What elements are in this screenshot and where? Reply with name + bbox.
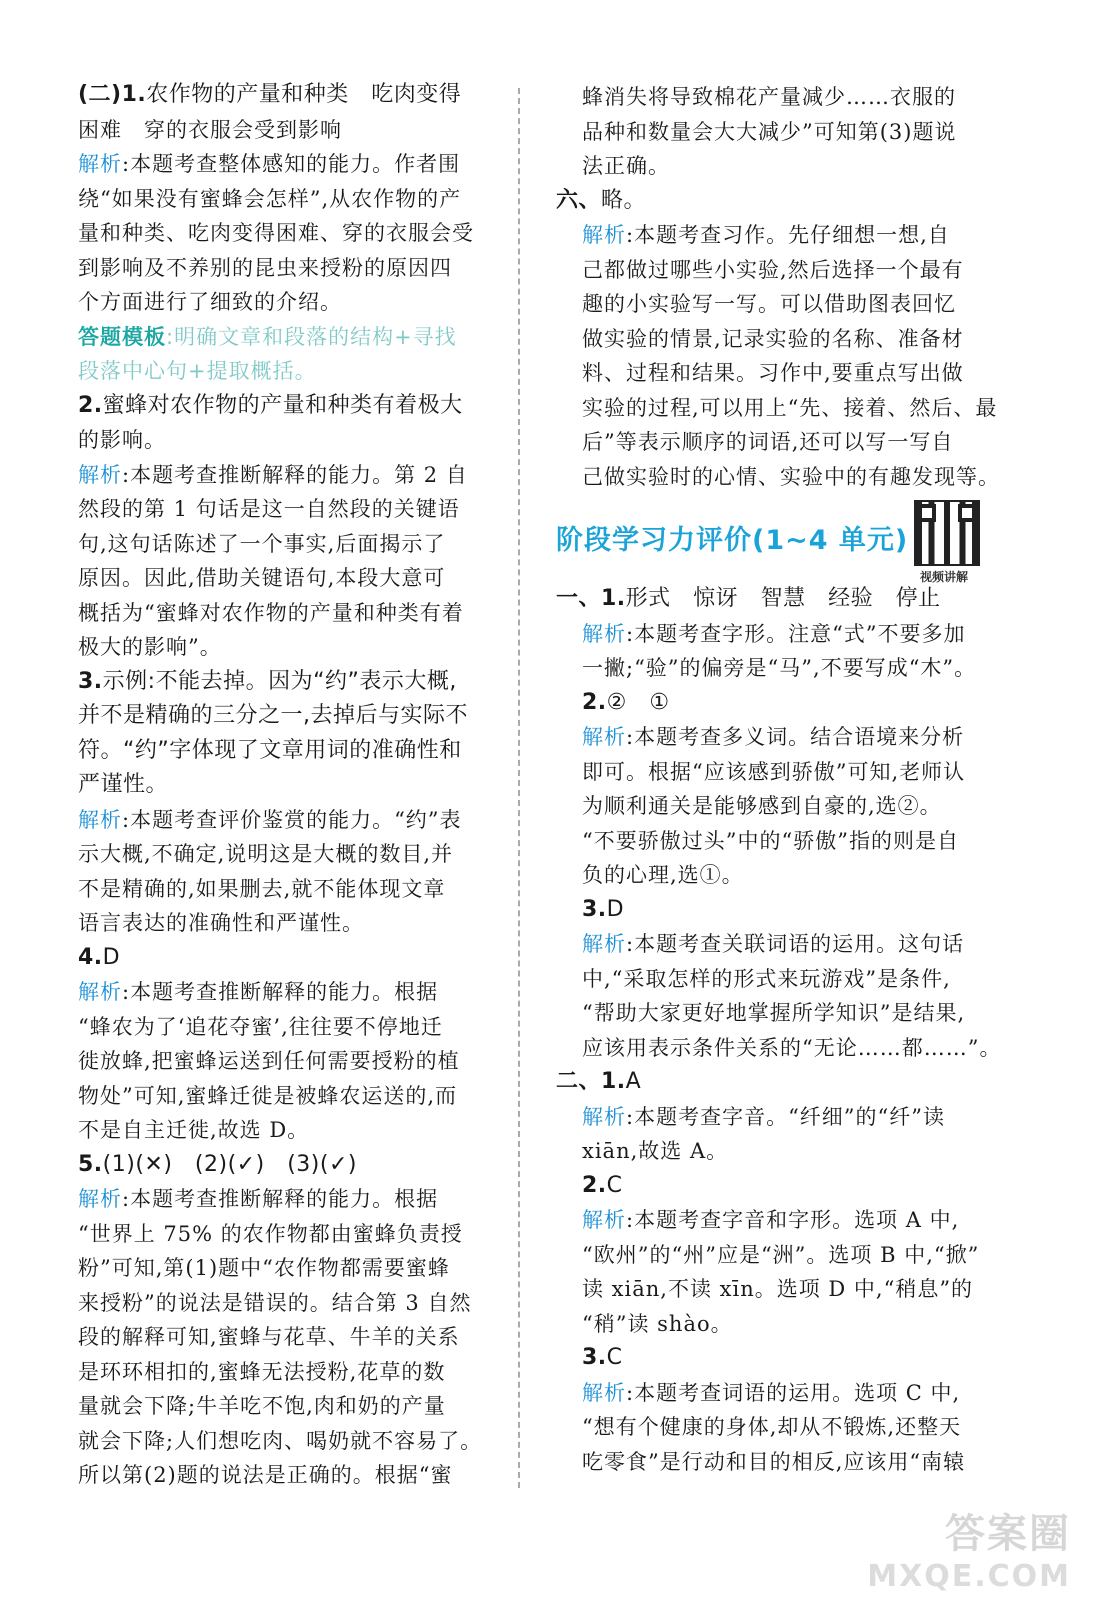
text-line [556,720,1001,755]
text-line [556,115,1001,150]
line-text: 蜂消失将导致棉花产量减少……衣服的 [582,85,956,109]
template-tag: 答题模板 [78,324,166,349]
line-text: 原因。因此,借助关键语句,本段大意可 [78,566,446,590]
line-text: :本题考查评价鉴赏的能力。“约”表 [122,807,462,832]
text-line [78,1389,498,1424]
line-text: 量和种类、吃肉变得困难、穿的衣服会受 [78,221,474,245]
line-text: “欧州”的“州”应是“洲”。选项 B 中,“掀” [582,1242,980,1267]
text-line [556,1307,1001,1342]
text-line [556,1134,1001,1169]
question-number: (二)1. [78,82,147,107]
text-line [78,1079,498,1114]
text-line [78,147,498,182]
question-number: 2. [582,689,607,715]
line-text: 的影响。 [78,428,166,452]
right-bottom-block [556,582,1001,1479]
analysis-tag: 解析 [582,1380,626,1405]
line-text: “稍”读 shào。 [582,1311,733,1336]
text-line [78,906,498,941]
line-text: 就会下降;人们想吃肉、喝奶就不容易了。 [78,1428,483,1453]
text-line [556,425,1001,460]
text-line [556,149,1001,184]
line-text: 一撇;“验”的偏旁是“马”,不要写成“木”。 [582,656,977,680]
column-divider [518,88,520,1488]
text-line [556,1410,1001,1445]
text-line [78,561,498,596]
text-line [78,630,498,665]
text-line [556,253,1001,288]
line-text: 到影响及不养别的昆虫来授粉的原因四 [78,255,452,280]
line-text: 不是精确的,如果删去,就不能体现文章 [78,876,446,901]
line-text: 严谨性。 [78,772,169,797]
line-text: 所以第(2)题的说法是正确的。根据“蜜 [78,1463,453,1487]
line-text: 农作物的产量和种类 吃肉变得 [146,82,462,107]
text-line [556,1341,1001,1376]
text-line [556,1031,1001,1066]
text-line [556,391,1001,426]
line-text: :本题考查整体感知的能力。作者围 [122,152,461,176]
line-text: 来授粉”的说法是错误的。结合第 3 自然 [78,1290,472,1315]
line-text: 做实验的情景,记录实验的名称、准备材 [582,326,964,351]
text-line [78,1148,498,1183]
qr-label: 视频讲解 [920,570,969,584]
text-line [556,996,1001,1031]
text-line [78,1320,498,1355]
text-line [556,582,1001,617]
text-line [78,1217,498,1252]
line-text: 段的解释可知,蜜蜂与花草、牛羊的关系 [78,1325,460,1349]
line-text: 句,这句话陈述了一个事实,后面揭示了 [78,531,446,556]
line-text: 蜜蜂对农作物的产量和种类有着极大 [102,392,463,418]
analysis-tag: 解析 [582,725,626,749]
text-line [556,927,1001,962]
qr-code-icon[interactable] [914,500,980,566]
line-text: ② ① [606,689,670,715]
text-line [556,686,1001,721]
text-line [78,458,498,493]
text-line [78,492,498,527]
line-text: D [102,944,121,970]
line-text: “想有个健康的身体,却从不锻炼,还整天 [582,1415,962,1439]
question-number: 3. [582,896,607,922]
text-line [556,322,1001,357]
line-text: D [606,896,625,922]
line-text: 语言表达的准确性和严谨性。 [78,911,364,935]
analysis-tag: 解析 [78,980,122,1004]
line-text: A [625,1069,642,1094]
text-line [78,389,498,424]
line-text: 极大的影响”。 [78,635,222,659]
text-line [78,1044,498,1079]
line-text: “帮助大家更好地掌握所学知识”是结果, [582,1001,966,1025]
line-text: 中,“采取怎样的形式来玩游戏”是条件, [582,966,951,991]
analysis-tag: 解析 [582,932,626,956]
analysis-tag: 解析 [582,621,626,646]
line-text: :本题考查字音。“纤细”的“纤”读 [626,1104,946,1129]
text-line [78,78,498,113]
line-text: “蜂农为了‘追花夺蜜’,往往要不停地迁 [78,1014,443,1039]
text-line [78,1355,498,1390]
analysis-tag: 解析 [582,223,626,247]
text-line [556,1445,1001,1480]
text-line [78,941,498,976]
line-text: 略。 [601,187,647,213]
text-line [78,251,498,286]
text-line [78,354,498,389]
text-line [78,699,498,734]
line-text: :本题考查习作。先仔细想一想,自 [626,223,950,247]
text-line [78,1113,498,1148]
text-line [556,287,1001,322]
text-line [78,1182,498,1217]
line-text: 趣的小实验写一写。可以借助图表回忆 [582,292,956,316]
right-column [556,80,1001,1479]
watermark-logo-text: 答案圈 [945,1511,1071,1557]
line-text: 负的心理,选①。 [582,863,744,887]
text-line [78,1458,498,1493]
text-line [78,1251,498,1286]
text-line [556,858,1001,893]
line-text: :本题考查词语的运用。选项 C 中, [626,1380,961,1405]
text-line [78,527,498,562]
analysis-tag: 解析 [582,1104,626,1129]
analysis-tag: 解析 [78,807,122,832]
line-text: :明确文章和段落的结构+寻找 [166,324,457,349]
text-line [556,893,1001,928]
text-line [556,651,1001,686]
analysis-tag: 解析 [582,1208,626,1232]
line-text: xiān,故选 A。 [582,1139,729,1163]
text-line [78,285,498,320]
text-line [556,356,1001,391]
line-text: (1)(✕) (2)(✓) (3)(✓) [102,1151,357,1177]
text-line [556,1100,1001,1135]
text-line [78,113,498,148]
line-text: 形式 惊讶 智慧 经验 停止 [625,586,941,611]
line-text: :本题考查推断解释的能力。第 2 自 [122,462,468,487]
line-text: :本题考查关联词语的运用。这句话 [626,932,965,956]
line-text: :本题考查字形。注意“式”不要多加 [626,621,966,646]
question-number: 2. [582,1172,607,1198]
line-text: 并不是精确的三分之一,去掉后与实际不 [78,703,468,728]
text-line [78,734,498,769]
text-line [78,320,498,355]
line-text: 己都做过哪些小实验,然后选择一个最有 [582,257,964,282]
line-text: 示例:不能去掉。因为“约”表示大概, [102,668,457,694]
line-text: 物处”可知,蜜蜂迁徙是被蜂农运送的,而 [78,1083,458,1108]
line-text: 即可。根据“应该感到骄傲”可知,老师认 [582,759,966,784]
question-number: 六、 [556,187,602,213]
watermark [867,1502,1071,1594]
right-top-block [556,80,1001,494]
left-column [78,78,498,1493]
text-line [556,460,1001,495]
line-text: 困难 穿的衣服会受到影响 [78,117,342,142]
line-text: 为顺利通关是能够感到自豪的,选②。 [582,794,942,818]
text-line [78,665,498,700]
line-text: 不是自主迁徙,故选 D。 [78,1118,310,1142]
line-text: :本题考查多义词。结合语境来分析 [626,725,965,749]
text-line [556,80,1001,115]
text-line [78,1424,498,1459]
text-line [78,423,498,458]
line-text: 实验的过程,可以用上“先、接着、然后、最 [582,395,998,420]
text-line [556,1272,1001,1307]
line-text: “世界上 75% 的农作物都由蜜蜂负责授 [78,1221,463,1246]
line-text: 吃零食”是行动和目的相反,应该用“南辕 [582,1449,966,1474]
question-number: 一、1. [556,586,626,611]
section-header [556,500,1001,584]
text-line [556,824,1001,859]
line-text: 然段的第 1 句话是这一自然段的关键语 [78,497,460,521]
text-line [556,1203,1001,1238]
line-text: 后”等表示顺序的词语,还可以写一写自 [582,430,954,454]
line-text: 读 xiān,不读 xīn。选项 D 中,“稍息”的 [582,1277,974,1301]
line-text: C [606,1345,623,1370]
line-text: 是环环相扣的,蜜蜂无法授粉,花草的数 [78,1359,446,1384]
question-number: 5. [78,1151,103,1177]
text-line [556,218,1001,253]
analysis-tag: 解析 [78,462,122,487]
question-number: 3. [582,1345,607,1370]
question-number: 4. [78,944,103,970]
line-text: 己做实验时的心情、实验中的有趣发现等。 [582,464,1000,489]
line-text: 绕“如果没有蜜蜂会怎样”,从农作物的产 [78,186,462,211]
line-text: 应该用表示条件关系的“无论……都……”。 [582,1035,1002,1060]
line-text: 徙放蜂,把蜜蜂运送到任何需要授粉的植 [78,1049,460,1073]
line-text: C [606,1172,623,1198]
text-line [556,1376,1001,1411]
line-text: “不要骄傲过头”中的“骄傲”指的则是自 [582,828,959,853]
line-text: 个方面进行了细致的介绍。 [78,290,342,314]
text-line [78,216,498,251]
line-text: 粉”可知,第(1)题中“农作物都需要蜜蜂 [78,1256,450,1280]
line-text: 法正确。 [582,154,670,178]
analysis-tag: 解析 [78,1187,122,1211]
text-line [556,962,1001,997]
text-line [556,1065,1001,1100]
text-line [78,975,498,1010]
text-line [78,1286,498,1321]
line-text: :本题考查推断解释的能力。根据 [122,980,439,1004]
line-text: 量就会下降;牛羊吃不饱,肉和奶的产量 [78,1394,446,1418]
section-title: 阶段学习力评价(1~4 单元) [556,525,909,556]
text-line [556,789,1001,824]
question-number: 二、1. [556,1069,626,1094]
text-line [78,872,498,907]
text-line [78,768,498,803]
question-number: 2. [78,392,103,418]
watermark-url: MXQE.COM [867,1559,1071,1594]
text-line [78,837,498,872]
text-line [556,1238,1001,1273]
text-line [78,596,498,631]
line-text: 概括为“蜜蜂对农作物的产量和种类有着 [78,600,464,625]
text-line [556,1169,1001,1204]
line-text: 料、过程和结果。习作中,要重点写出做 [582,361,964,385]
text-line [78,803,498,838]
text-line [556,617,1001,652]
line-text: 示大概,不确定,说明这是大概的数目,并 [78,842,454,866]
line-text: :本题考查字音和字形。选项 A 中, [626,1208,960,1232]
text-line [78,182,498,217]
text-line [78,1010,498,1045]
line-text: 符。“约”字体现了文章用词的准确性和 [78,737,462,763]
line-text: 段落中心句+提取概括。 [78,359,317,383]
question-number: 3. [78,668,103,694]
line-text: 品种和数量会大大减少”可知第(3)题说 [582,119,957,144]
text-line [556,755,1001,790]
line-text: :本题考查推断解释的能力。根据 [122,1187,439,1211]
analysis-tag: 解析 [78,152,122,176]
text-line [556,184,1001,219]
